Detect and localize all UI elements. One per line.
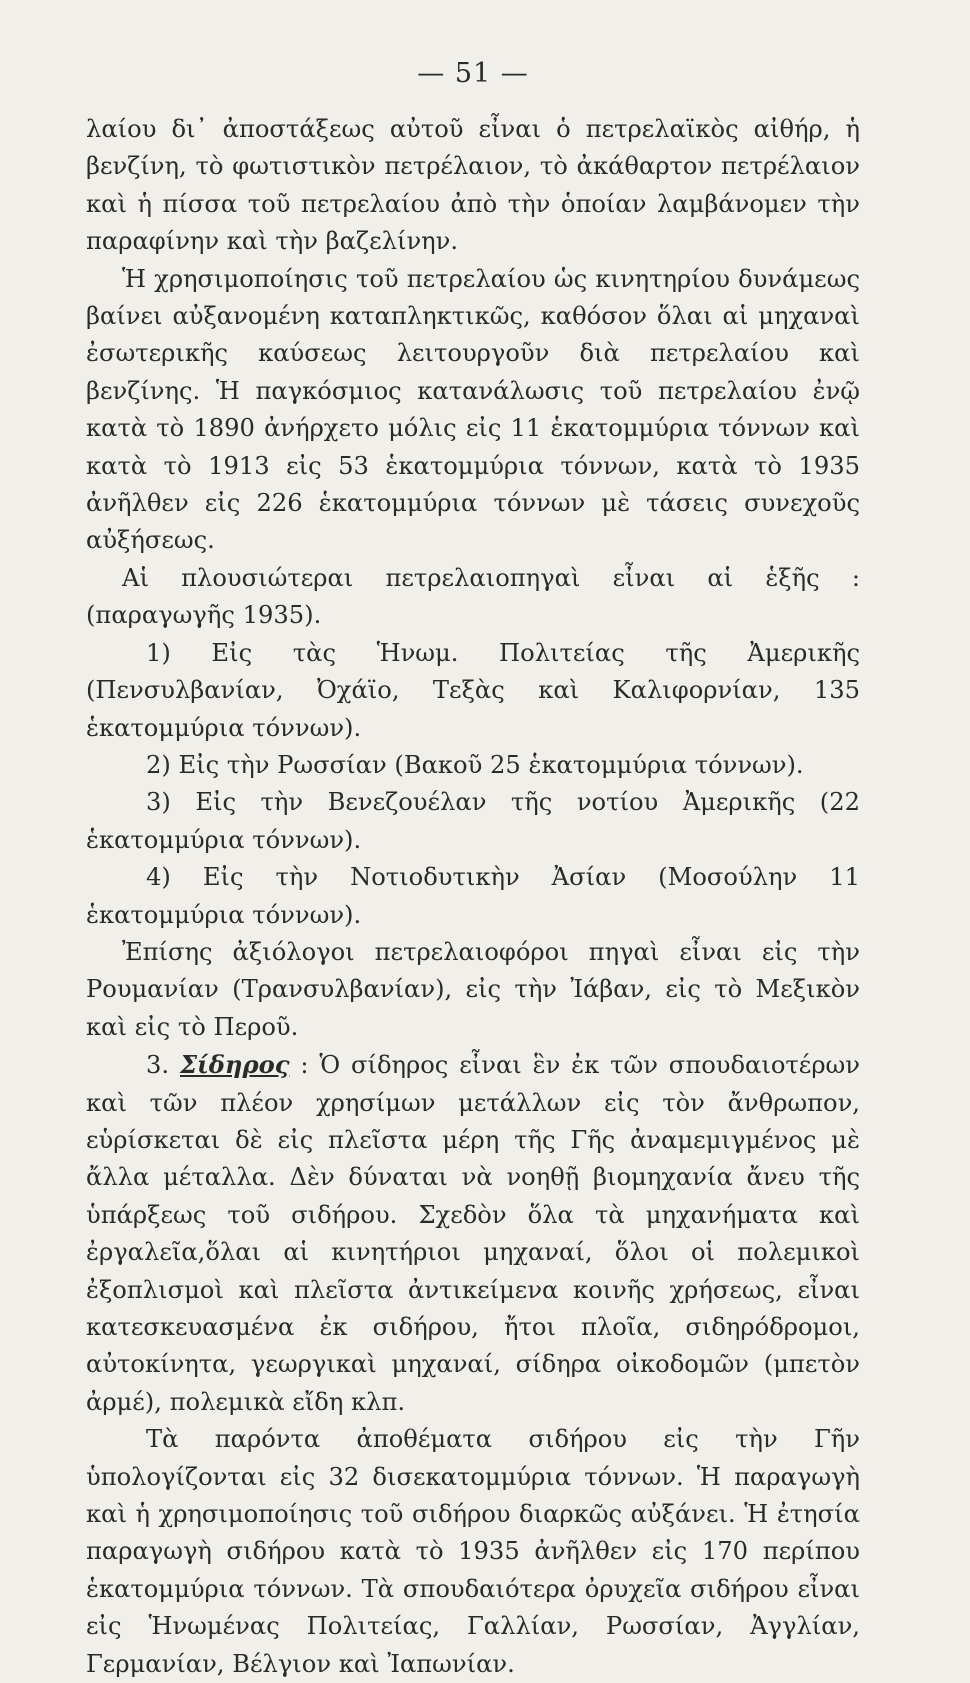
paragraph-richest-sources: Αἱ πλουσιώτεραι πετρελαιοπηγαὶ εἶναι αἱ ἑξῆς : (παραγωγῆς 1935). (86, 563, 860, 630)
text-body (86, 111, 860, 1683)
list-item-usa: 1) Εἰς τὰς Ἡνωμ. Πολιτείας τῆς Ἀμερικῆς (Πενσυλβανίαν, Ὀχάϊο, Τεξὰς καὶ Καλιφορνίαν, 135 ἑκατομμύρια τόννων). (86, 638, 860, 742)
paragraph-oil-usage: Ἡ χρησιμοποίησις τοῦ πετρελαίου ὡς κινητηρίου δυνάμεως βαίνει αὐξανομένη καταπληκτικῶς, καθόσον ὅλαι αἱ μηχαναὶ ἐσωτερικῆς καύσεως λειτουργοῦν διὰ πετρελαίου καὶ βενζίνης. Ἡ παγκόσμιος κατανάλωσις τοῦ πετρελαίου ἐνῷ κατὰ τὸ 1890 ἀνήρχετο μόλις εἰς 11 ἑκατομμύρια τόννων καὶ κατὰ τὸ 1913 εἰς 53 ἑκατομμύρια τόννων, κατὰ τὸ 1935 ἀνῆλθεν εἰς 226 ἑκατομμύρια τόννων μὲ τάσεις συνεχοῦς αὐξήσεως. (86, 264, 860, 555)
list-item-russia: 2) Εἰς τὴν Ρωσσίαν (Βακοῦ 25 ἑκατομμύρια τόννων). (146, 750, 804, 779)
paragraph-iron-reserves: Τὰ παρόντα ἀποθέματα σιδήρου εἰς τὴν Γῆν ὑπολογίζονται εἰς 32 δισεκατομμύρια τόννων. Ἡ παραγωγὴ καὶ ἡ χρησιμοποίησις τοῦ σιδήρου διαρκῶς αὐξάνει. Ἡ ἐτησία παραγωγὴ σιδήρου κατὰ τὸ 1935 ἀνῆλθεν εἰς 170 περίπου ἑκατομμύρια τόννων. Τὰ σπουδαιότερα ὀρυχεῖα σιδήρου εἶναι εἰς Ἡνωμένας Πολιτείας, Γαλλίαν, Ρωσσίαν, Ἀγγλίαν, Γερμανίαν, Βέλγιον καὶ Ἰαπωνίαν. (86, 1425, 860, 1678)
paragraph-distillation: λαίου δι᾽ ἀποστάξεως αὐτοῦ εἶναι ὁ πετρελαϊκὸς αἰθήρ, ἡ βενζίνη, τὸ φωτιστικὸν πετρέλαιον, τὸ ἀκάθαρτον πετρέλαιον καὶ ἡ πίσσα τοῦ πετρελαίου ἀπὸ τὴν ὁποίαν λαμβάνομεν τὴν παραφίνην καὶ τὴν βαζελίνην. (86, 115, 860, 256)
section-number: 3. (146, 1051, 170, 1080)
section-heading: Σίδηρος (179, 1050, 290, 1080)
paragraph-other-sources: Ἐπίσης ἀξιόλογοι πετρελαιοφόροι πηγαὶ εἶναι εἰς τὴν Ρουμανίαν (Τρανσυλβανίαν), εἰς τὴν Ἰάβαν, εἰς τὸ Μεξικὸν καὶ εἰς τὸ Περοῦ. (86, 937, 860, 1041)
list-item-asia: 4) Εἰς τὴν Νοτιοδυτικὴν Ἀσίαν (Μοσούλην 11 ἑκατομμύρια τόννων). (86, 863, 860, 929)
paragraph-iron-text: : Ὁ σίδηρος εἶναι ἓν ἐκ τῶν σπουδαιοτέρων καὶ τῶν πλέον χρησίμων μετάλλων εἰς τὸν ἄνθρωπον, εὑρίσκεται δὲ εἰς πλεῖστα μέρη τῆς Γῆς ἀναμεμιγμένος μὲ ἄλλα μέταλλα. Δὲν δύναται νὰ νοηθῇ βιομηχανία ἄνευ τῆς ὑπάρξεως τοῦ σιδήρου. Σχεδὸν ὅλα τὰ μηχανήματα καὶ ἐργαλεῖα,ὅλαι αἱ κινητήριοι μηχαναί, ὅλοι οἱ πολεμικοὶ ἐξοπλισμοὶ καὶ πλεῖστα ἀντικείμενα κοινῆς χρήσεως, εἶναι κατεσκευασμένα ἐκ σιδήρου, ἤτοι πλοῖα, σιδηρόδρομοι, αὐτοκίνητα, γεωργικαὶ μηχαναί, σίδηρα οἰκοδομῶν (μπετὸν ἀρμέ), πολεμικὰ εἴδη κλπ. (86, 1051, 860, 1416)
page-number: — 51 — (417, 58, 529, 89)
list-item-venezuela: 3) Εἰς τὴν Βενεζουέλαν τῆς νοτίου Ἀμερικῆς (22 ἑκατομμύρια τόννων). (86, 788, 860, 854)
paragraph-iron (86, 1046, 860, 1421)
